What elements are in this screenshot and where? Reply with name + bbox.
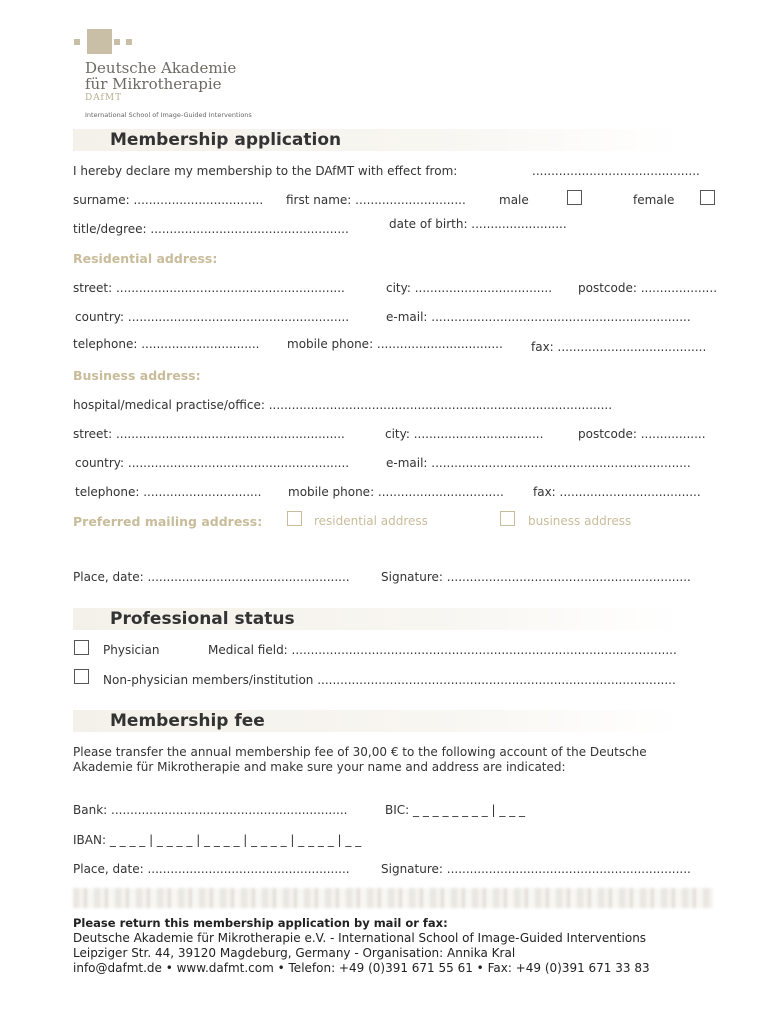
bus-city-field[interactable]: city: .................................. bbox=[385, 427, 544, 441]
section-title-professional: Professional status bbox=[110, 609, 295, 629]
physician-label: Physician bbox=[103, 643, 160, 657]
physician-checkbox[interactable] bbox=[74, 640, 89, 655]
fee-text-line1: Please transfer the annual membership fee of 30,00 € to the following account of the Deutsche bbox=[73, 745, 647, 759]
mailing-heading: Preferred mailing address: bbox=[73, 514, 263, 529]
mailing-business-label: business address bbox=[528, 514, 632, 528]
female-label: female bbox=[633, 193, 675, 207]
bus-fax-field[interactable]: fax: ..................................... bbox=[533, 485, 701, 499]
mailing-residential-checkbox[interactable] bbox=[287, 511, 302, 526]
footer-line2: Leipziger Str. 44, 39120 Magdeburg, Germany - Organisation: Annika Kral bbox=[73, 946, 516, 960]
bic-field[interactable]: BIC: _ _ _ _ _ _ _ _ | _ _ _ bbox=[385, 803, 526, 817]
res-fax-field[interactable]: fax: ....................................... bbox=[531, 340, 707, 354]
mailing-residential-label: residential address bbox=[314, 514, 428, 528]
footer-line3: info@dafmt.de • www.dafmt.com • Telefon: +49 (0)391 671 55 61 • Fax: +49 (0)391 671 33 83 bbox=[73, 961, 650, 975]
res-street-field[interactable]: street: ............................................................ bbox=[73, 281, 345, 295]
female-checkbox[interactable] bbox=[700, 190, 715, 205]
logo-abbr: DAfMT bbox=[85, 93, 123, 103]
first-name-field[interactable]: first name: ............................. bbox=[286, 193, 466, 207]
signature-field-1[interactable]: Signature: ................................................................ bbox=[381, 570, 691, 584]
non-physician-checkbox[interactable] bbox=[74, 669, 89, 684]
footer-line1: Deutsche Akademie für Mikrotherapie e.V. - International School of Image-Guided Interventions bbox=[73, 931, 647, 945]
place-date-field-1[interactable]: Place, date: ..................................................... bbox=[73, 570, 350, 584]
fee-text-line2: Akademie für Mikrotherapie and make sure your name and address are indicated: bbox=[73, 760, 566, 774]
date-of-birth-field[interactable]: date of birth: ......................... bbox=[389, 217, 567, 231]
title-degree-field[interactable]: title/degree: .................................................... bbox=[73, 222, 349, 236]
effect-date-field[interactable]: ............................................ bbox=[532, 164, 700, 178]
bus-postcode-field[interactable]: postcode: ................. bbox=[578, 427, 706, 441]
section-title-fee: Membership fee bbox=[110, 711, 265, 731]
bus-hospital-field[interactable]: hospital/medical practise/office: .......................................................................................... bbox=[73, 398, 613, 412]
logo-square-small-left bbox=[74, 39, 80, 45]
bus-country-field[interactable]: country: .......................................................... bbox=[75, 456, 350, 470]
iban-field[interactable]: IBAN: _ _ _ _ | _ _ _ _ | _ _ _ _ | _ _ _ _ | _ _ _ _ | _ _ bbox=[73, 833, 362, 847]
medical-field-field[interactable]: Medical field: ..................................................................................................... bbox=[208, 643, 677, 657]
logo-square-small-right1 bbox=[114, 39, 120, 45]
mailing-business-checkbox[interactable] bbox=[500, 511, 515, 526]
bus-telephone-field[interactable]: telephone: ............................... bbox=[75, 485, 262, 499]
business-heading: Business address: bbox=[73, 368, 201, 383]
declare-text: I hereby declare my membership to the DAfMT with effect from: bbox=[73, 164, 458, 178]
res-telephone-field[interactable]: telephone: ............................... bbox=[73, 337, 260, 351]
logo-square-small-right2 bbox=[126, 39, 132, 45]
res-country-field[interactable]: country: .......................................................... bbox=[75, 310, 350, 324]
logo-square-large bbox=[87, 29, 112, 54]
signature-field-2[interactable]: Signature: ................................................................ bbox=[381, 862, 691, 876]
logo-name-line2: für Mikrotherapie bbox=[85, 75, 222, 93]
bank-field[interactable]: Bank: .............................................................. bbox=[73, 803, 348, 817]
male-label: male bbox=[499, 193, 529, 207]
res-city-field[interactable]: city: .................................... bbox=[386, 281, 553, 295]
surname-field[interactable]: surname: .................................. bbox=[73, 193, 264, 207]
logo-subtitle: International School of Image-Guided Interventions bbox=[85, 111, 252, 119]
section-title-application: Membership application bbox=[110, 130, 342, 150]
bus-email-field[interactable]: e-mail: .................................................................... bbox=[386, 456, 691, 470]
logo-name-line1: Deutsche Akademie bbox=[85, 59, 237, 77]
res-email-field[interactable]: e-mail: .................................................................... bbox=[386, 310, 691, 324]
res-mobile-field[interactable]: mobile phone: ................................. bbox=[287, 337, 503, 351]
non-physician-field[interactable]: Non-physician members/institution .............................................................................................. bbox=[103, 673, 676, 687]
bus-street-field[interactable]: street: ............................................................ bbox=[73, 427, 345, 441]
residential-heading: Residential address: bbox=[73, 251, 218, 266]
male-checkbox[interactable] bbox=[567, 190, 582, 205]
bus-mobile-field[interactable]: mobile phone: ................................. bbox=[288, 485, 504, 499]
footer-return-note: Please return this membership application by mail or fax: bbox=[73, 916, 448, 930]
blurred-text-strip bbox=[73, 888, 713, 908]
place-date-field-2[interactable]: Place, date: ..................................................... bbox=[73, 862, 350, 876]
res-postcode-field[interactable]: postcode: .................... bbox=[578, 281, 718, 295]
